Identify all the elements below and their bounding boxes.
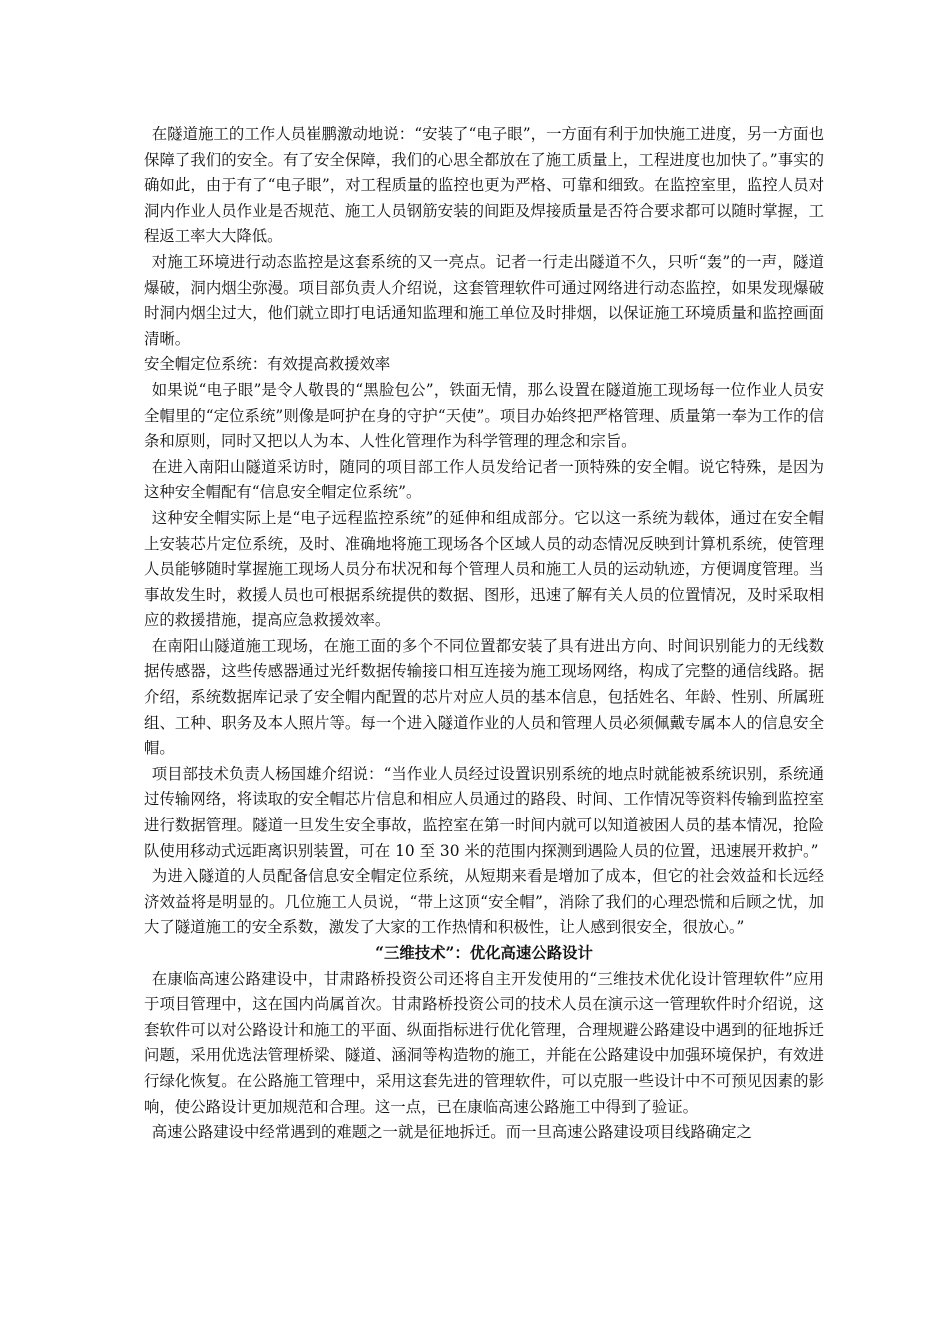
paragraph: 对施工环境进行动态监控是这套系统的又一亮点。记者一行走出隧道不久，只听“轰”的一声，隧道爆破，洞内烟尘弥漫。项目部负责人介绍说，这套管理软件可通过网络进行动态监控，如果发现爆破时洞内烟尘过大，他们就立即打电话通知监理和施工单位及时排烟，以保证施工环境质量和监控画面清晰。 (144, 252, 824, 348)
paragraph: 这种安全帽实际上是“电子远程监控系统”的延伸和组成部分。它以这一系统为载体，通过在安全帽上安装芯片定位系统，及时、准确地将施工现场各个区域人员的动态情况反映到计算机系统，使管理人员能够随时掌握施工现场人员分布状况和每个管理人员和施工人员的运动轨迹，方便调度管理。当事故发生时，救援人员也可根据系统提供的数据、图形，迅速了解有关人员的位置情况，及时采取相应的救援措施，提高应急救援效率。 (144, 508, 824, 630)
subheading: 安全帽定位系统：有效提高救援效率 (144, 355, 391, 374)
paragraph: 项目部技术负责人杨国雄介绍说：“当作业人员经过设置识别系统的地点时就能被系统识别，系统通过传输网络，将读取的安全帽芯片信息和相应人员通过的路段、时间、工作情况等资料传输到监控室进行数据管理。隧道一旦发生安全事故，监控室在第一时间内就可以知道被困人员的基本情况，抢险队使用移动式远距离识别装置，可在 10 至 30 米的范围内探测到遇险人员的位置，迅速展开救护。” (144, 764, 824, 860)
paragraph: 在进入南阳山隧道采访时，随同的项目部工作人员发给记者一顶特殊的安全帽。说它特殊，是因为这种安全帽配有“信息安全帽定位系统”。 (144, 457, 824, 502)
paragraph: 为进入隧道的人员配备信息安全帽定位系统，从短期来看是增加了成本，但它的社会效益和长远经济效益将是明显的。几位施工人员说，“带上这顶“安全帽”，消除了我们的心理恐慌和后顾之忧，加大了隧道施工的安全系数，激发了大家的工作热情和积极性，让人感到很安全，很放心。” (144, 867, 824, 937)
section-heading: “三维技术”：优化高速公路设计 (375, 944, 593, 962)
document-body (144, 122, 824, 1146)
paragraph: 在隧道施工的工作人员崔鹏激动地说：“安装了“电子眼”，一方面有利于加快施工进度，另一方面也保障了我们的安全。有了安全保障，我们的心思全都放在了施工质量上，工程进度也加快了。”事实的确如此，由于有了“电子眼”，对工程质量的监控也更为严格、可靠和细致。在监控室里，监控人员对洞内作业人员作业是否规范、施工人员钢筋安装的间距及焊接质量是否符合要求都可以随时掌握，工程返工率大大降低。 (144, 125, 824, 246)
paragraph: 在康临高速公路建设中，甘肃路桥投资公司还将自主开发使用的“三维技术优化设计管理软件”应用于项目管理中，这在国内尚属首次。甘肃路桥投资公司的技术人员在演示这一管理软件时介绍说，这套软件可以对公路设计和施工的平面、纵面指标进行优化管理，合理规避公路建设中遇到的征地拆迁问题，采用优选法管理桥梁、隧道、涵洞等构造物的施工，并能在公路建设中加强环境保护，有效进行绿化恢复。在公路施工管理中，采用这套先进的管理软件，可以克服一些设计中不可预见因素的影响，使公路设计更加规范和合理。这一点，已在康临高速公路施工中得到了验证。 (144, 969, 824, 1116)
paragraph: 在南阳山隧道施工现场，在施工面的多个不同位置都安装了具有进出方向、时间识别能力的无线数据传感器，这些传感器通过光纤数据传输接口相互连接为施工现场网络，构成了完整的通信线路。据介绍，系统数据库记录了安全帽内配置的芯片对应人员的基本信息，包括姓名、年龄、性别、所属班组、工种、职务及本人照片等。每一个进入隧道作业的人员和管理人员必须佩戴专属本人的信息安全帽。 (144, 636, 824, 758)
paragraph: 高速公路建设中经常遇到的难题之一就是征地拆迁。而一旦高速公路建设项目线路确定之 (151, 1123, 752, 1142)
paragraph: 如果说“电子眼”是令人敬畏的“黑脸包公”，铁面无情，那么设置在隧道施工现场每一位作业人员安全帽里的“定位系统”则像是呵护在身的守护“天使”。项目办始终把严格管理、质量第一奉为工作的信条和原则，同时又把以人为本、人性化管理作为科学管理的理念和宗旨。 (144, 380, 824, 451)
